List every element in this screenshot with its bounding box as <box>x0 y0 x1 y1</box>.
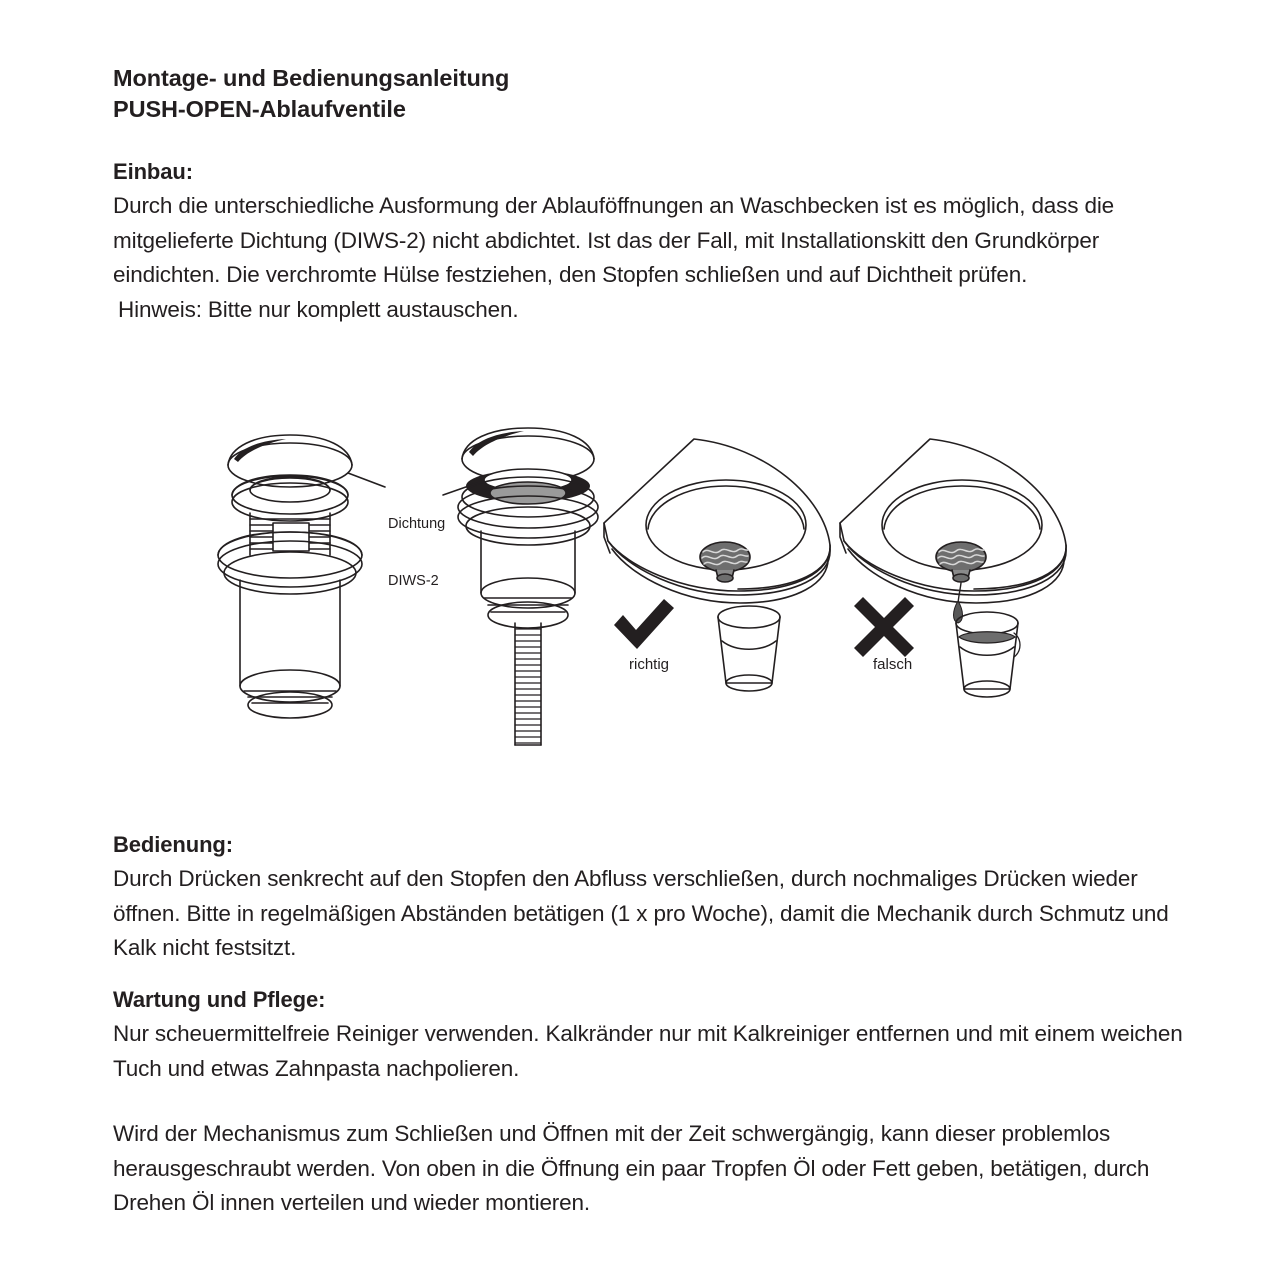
dichtung-callout <box>388 477 445 629</box>
cross-icon <box>854 597 914 657</box>
assembly-figure <box>200 415 1100 775</box>
schluss-body: Wird der Mechanismus zum Schließen und Öffnen mit der Zeit schwergängig, kann dieser problemlos herausgeschraubt werden. Von oben in die Öffnung ein paar Tropfen Öl oder Fett geben, betätigen, durch Drehen Öl innen verteilen und wieder montieren. <box>113 1121 1150 1215</box>
bucket-empty <box>718 606 780 691</box>
washbasin-wrong <box>840 439 1066 623</box>
einbau-body: Durch die unterschiedliche Ausformung der Ablauföffnungen an Waschbecken ist es möglich, dass die mitgelieferte Dichtung (DIWS-2) nicht abdichtet. Ist das der Fall, mit Installationskitt den Grundkörper eindichten. Die verchromte Hülse festziehen, den Stopfen schließen und auf Dichtheit prüfen. <box>113 193 1115 287</box>
title-line-2: PUSH-OPEN-Ablaufventile <box>113 96 406 122</box>
bedienung-heading: Bedienung: <box>113 832 233 857</box>
drain-plug-leaking <box>936 542 986 582</box>
washbasin-correct <box>604 439 830 603</box>
wartung-body: Nur scheuermittelfreie Reiniger verwenden. Kalkränder nur mit Kalkreiniger entfernen und mit einem weichen Tuch und etwas Zahnpasta nachpolieren. <box>113 1021 1183 1081</box>
label-richtig: richtig <box>629 656 670 673</box>
einbau-note: Hinweis: Bitte nur komplett austauschen. <box>118 296 519 322</box>
bedienung-body: Durch Drücken senkrecht auf den Stopfen den Abfluss verschließen, durch nochmaliges Drücken wieder öffnen. Bitte in regelmäßigen Abständen betätigen (1 x pro Woche), damit die Mechanik durch Schmutz und Kalk nicht festsitzt. <box>113 866 1169 960</box>
section-bedienung <box>113 830 1188 966</box>
title-line-1: Montage- und Bedienungsanleitung <box>113 65 510 91</box>
valve-disassembled <box>218 435 362 718</box>
wartung-heading: Wartung und Pflege: <box>113 987 326 1012</box>
dichtung-callout-line-2: DIWS-2 <box>388 573 439 589</box>
einbau-heading: Einbau: <box>113 159 193 184</box>
section-wartung <box>113 985 1188 1086</box>
document-title <box>113 63 1013 125</box>
bucket-with-water <box>956 612 1020 697</box>
figure-drawing <box>200 415 1100 775</box>
valve-assembled <box>458 428 598 745</box>
label-falsch: falsch <box>873 656 913 673</box>
section-schluss <box>113 1117 1188 1221</box>
section-einbau <box>113 157 1188 327</box>
dichtung-callout-line-1: Dichtung <box>388 516 446 532</box>
drain-plug-closed <box>700 542 750 582</box>
leader-line-left <box>348 473 385 487</box>
checkmark-icon <box>614 599 674 649</box>
